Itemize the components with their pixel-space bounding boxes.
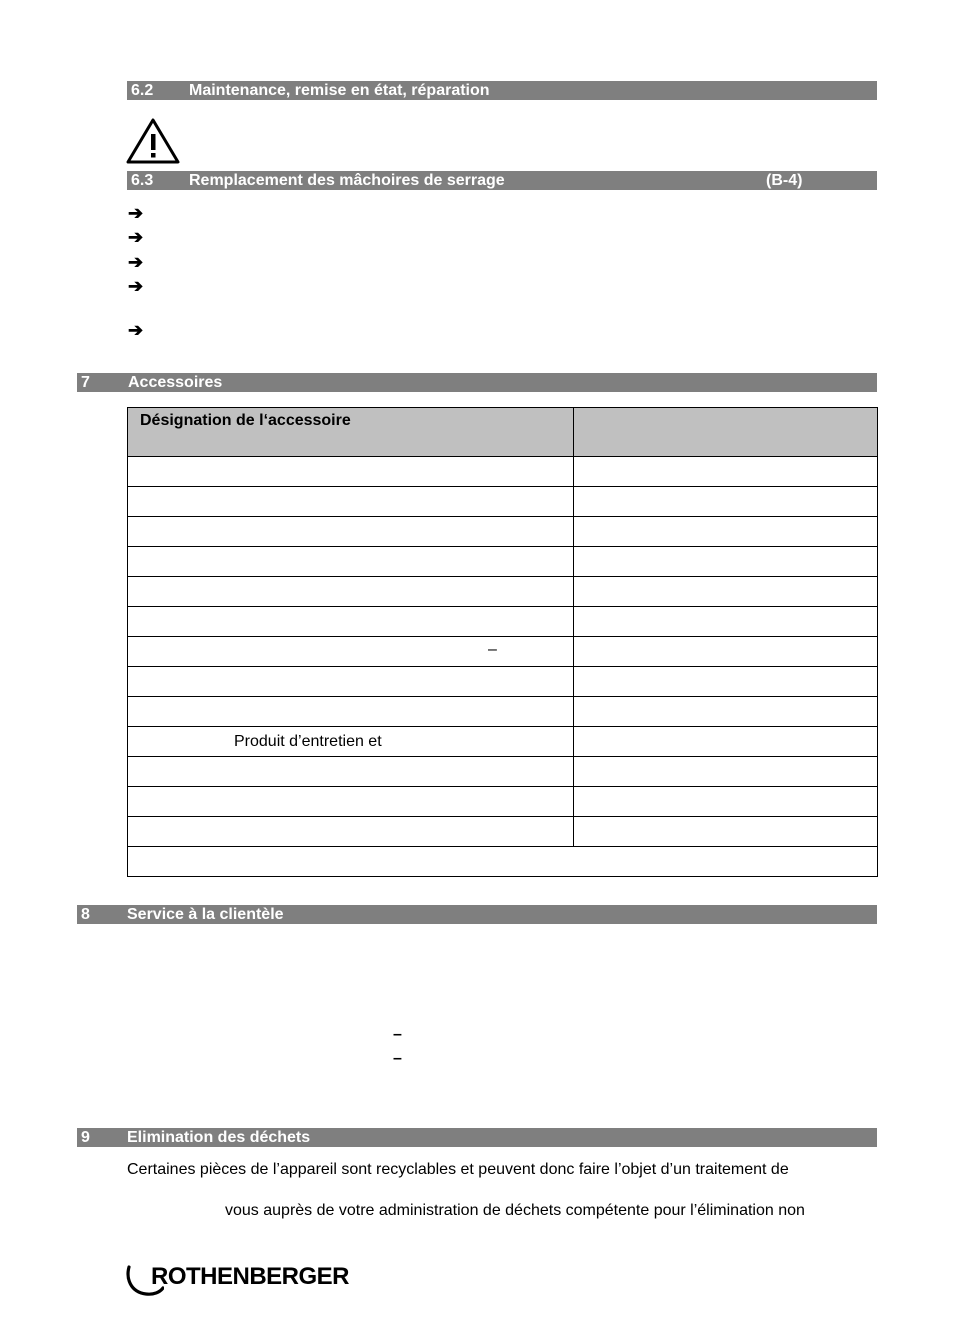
table-row [128, 727, 878, 757]
step-arrow-icon: ➔ [128, 252, 144, 272]
step-arrow-icon: ➔ [128, 203, 144, 223]
warning-triangle-icon [126, 117, 180, 165]
table-footer-row [128, 847, 878, 877]
disposal-text-line: Certaines pièces de l’appareil sont recyclables et peuvent donc faire l’objet d’un traitement de [127, 1161, 789, 1178]
section-title: Remplacement des mâchoires de serrage [189, 172, 505, 189]
service-dash: – [393, 1026, 402, 1043]
figure-reference: (B-4) [766, 172, 803, 189]
table-header-row [128, 408, 878, 457]
section-number: 7 [81, 374, 90, 391]
section-7-heading [77, 373, 877, 392]
table-row [128, 817, 878, 847]
section-title: Service à la clientèle [127, 906, 284, 923]
table-row [128, 697, 878, 727]
step-arrow-icon: ➔ [128, 320, 144, 340]
table-row [128, 547, 878, 577]
section-title: Accessoires [128, 374, 223, 391]
section-number: 6.2 [131, 82, 154, 99]
table-row [128, 457, 878, 487]
section-number: 9 [81, 1129, 90, 1146]
service-dash: – [393, 1050, 402, 1067]
logo-wordmark: ROTHENBERGER [151, 1263, 350, 1290]
table-row [128, 487, 878, 517]
section-8-heading [77, 905, 877, 924]
section-6-2-heading [127, 81, 877, 100]
table-row [128, 757, 878, 787]
section-title: Maintenance, remise en état, réparation [189, 82, 490, 99]
step-arrow-icon: ➔ [128, 227, 144, 247]
table-header-cell [574, 408, 878, 457]
table-row [128, 787, 878, 817]
section-9-heading [77, 1128, 877, 1147]
section-title: Elimination des déchets [127, 1129, 311, 1146]
disposal-text-line: vous auprès de votre administration de déchets compétente pour l’élimination non [225, 1202, 805, 1219]
step-arrow-icon: ➔ [128, 276, 144, 296]
section-number: 6.3 [131, 172, 154, 189]
table-row [128, 517, 878, 547]
table-row [128, 607, 878, 637]
table-row [128, 637, 878, 667]
section-6-3-heading [127, 171, 877, 190]
table-row [128, 667, 878, 697]
table-cell-product: Produit d’entretien et [234, 733, 382, 750]
table-cell-dash: – [488, 641, 497, 658]
accessories-table [127, 407, 878, 877]
rothenberger-logo [124, 1262, 364, 1298]
section-number: 8 [81, 906, 90, 923]
accessory-designation-header: Désignation de l‘accessoire [140, 412, 351, 429]
table-header-cell [128, 408, 574, 457]
table-row [128, 577, 878, 607]
